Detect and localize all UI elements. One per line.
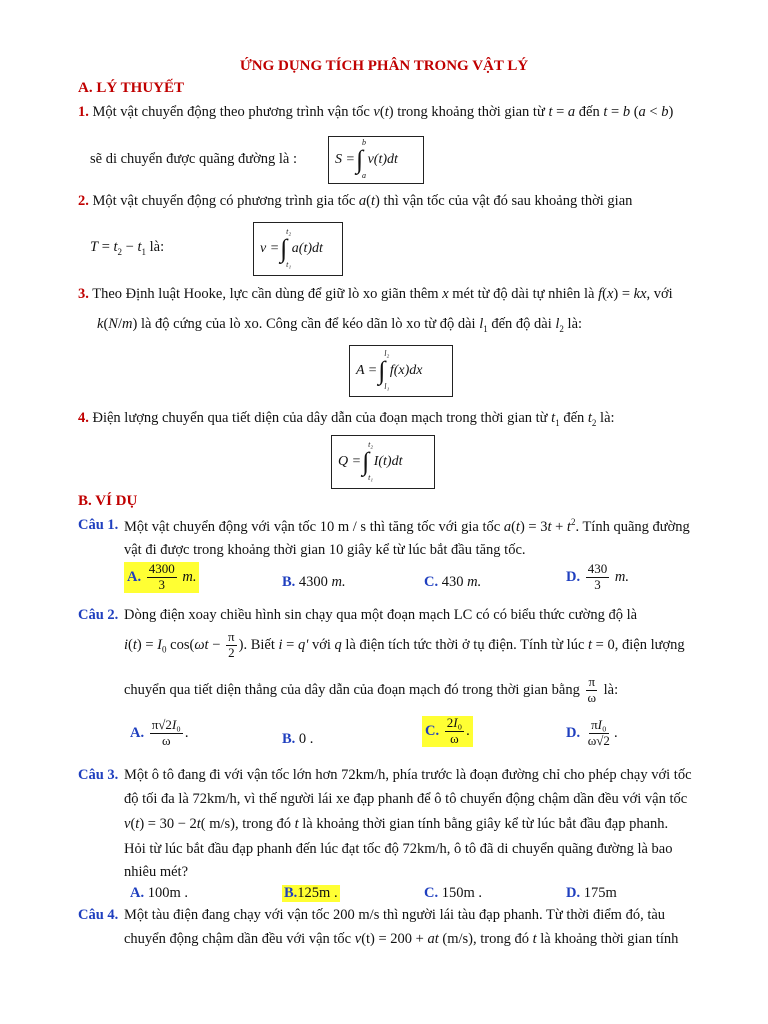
question-1-option-c[interactable]: C. 430 m.	[424, 574, 482, 590]
question-3-line3: v(t) = 30 − 2t( m/s), trong đó t là khoảng thời gian tính bằng giây kể từ lúc bắt đầu đạp phanh.	[124, 816, 669, 832]
question-3-line2: độ tối đa là 72km/h, vì thế người lái xe đạp phanh để ô tô chuyển động chậm dần đều với vận tốc	[124, 791, 688, 807]
theory-2-line2: $T = t_2 - t_1$ là:	[90, 239, 165, 257]
question-2-line2: $i(t) = I_0$ cos(ωt − $\frac{\pi}{2}$ ). Biết i = q' với q là điện tích tức thời ở tụ điện. Tính từ lúc t = 0, điện lượng	[124, 629, 685, 660]
question-1-option-a[interactable]: A. $\frac{4300}{3}$ m.	[124, 562, 199, 593]
theory-4-line1: 4. Điện lượng chuyển qua tiết diện của dây dẫn của đoạn mạch trong thời gian từ $t_1$ đến $t_2$ là:	[78, 410, 615, 428]
section-a-heading: A. LÝ THUYẾT	[78, 80, 184, 96]
question-3-line1: Một ô tô đang đi với vận tốc lớn hơn 72km/h, phía trước là đoạn đường chỉ cho phép chạy với tốc	[124, 767, 692, 783]
question-1-line1: Một vật chuyển động với vận tốc 10 m / s thì tăng tốc với gia tốc $a(t) = 3t + t^2$. Tính quãng đường	[124, 517, 690, 535]
question-1-line2: vật đi được trong khoảng thời gian 10 giây kể từ lúc bắt đầu tăng tốc.	[124, 542, 526, 558]
formula-box-velocity: v = ∫ t₂ t₁ a(t)dt	[253, 222, 343, 276]
question-3-option-b[interactable]: B.125m .	[284, 885, 338, 901]
question-3-label: Câu 3.	[78, 767, 119, 783]
theory-3-line2: k(N/m) là độ cứng của lò xo. Công cần để kéo dãn lò xo từ độ dài $l_1$ đến độ dài $l_2$ là:	[97, 316, 583, 334]
theory-2-line1: 2. Một vật chuyển động có phương trình gia tốc a(t) thì vận tốc của vật đó sau khoảng thời gian	[78, 193, 633, 209]
question-2-line3: chuyển qua tiết diện thẳng của dây dẫn của đoạn mạch đó trong thời gian bằng $\frac{\pi}{\omega}$ là:	[124, 674, 619, 705]
question-1-label: Câu 1.	[78, 517, 119, 533]
theory-1-line2: sẽ di chuyển được quãng đường là :	[90, 151, 298, 167]
question-2-option-d[interactable]: D. $\frac{\text{πI₀}}{\omega√2}$ .	[566, 717, 618, 748]
question-3-option-d[interactable]: D. 175m	[566, 885, 617, 901]
question-2-line1: Dòng điện xoay chiều hình sin chạy qua một đoạn mạch LC có có biểu thức cường độ là	[124, 607, 638, 623]
question-3-line5: nhiêu mét?	[124, 864, 189, 880]
question-4-line2: chuyển động chậm dần đều với vận tốc v(t) = 200 + at (m/s), trong đó t là khoảng thời gian tính	[124, 931, 679, 947]
question-2-option-a[interactable]: A. $\frac{\text{π√2I₀}}{\omega}$ .	[130, 717, 189, 748]
question-2-option-c[interactable]: C. $\frac{\text{2I₀}}{\omega}$ .	[422, 716, 473, 747]
question-3-line4: Hỏi từ lúc bắt đầu đạp phanh đến lúc đạt tốc độ 72km/h, ô tô đã di chuyển quãng đường là bao	[124, 841, 673, 857]
formula-box-distance: S = ∫ b a v(t)dt	[328, 136, 424, 184]
question-3-option-a[interactable]: A. 100m .	[130, 885, 189, 901]
formula-box-charge: Q = ∫ t₂ t₁ I(t)dt	[331, 435, 435, 489]
question-3-option-c[interactable]: C. 150m .	[424, 885, 483, 901]
section-b-heading: B. VÍ DỤ	[78, 493, 138, 509]
formula-box-work: A = ∫ l₂ l₁ f(x)dx	[349, 345, 453, 397]
theory-1-line1: 1. Một vật chuyển động theo phương trình vận tốc v(t) trong khoảng thời gian từ t = a đến t = b (a < b)	[78, 104, 674, 120]
question-2-option-b[interactable]: B. 0 .	[282, 731, 314, 747]
question-2-label: Câu 2.	[78, 607, 119, 623]
page-title: ỨNG DỤNG TÍCH PHÂN TRONG VẬT LÝ	[239, 58, 529, 74]
theory-3-line1: 3. Theo Định luật Hooke, lực cần dùng để giữ lò xo giãn thêm x mét từ độ dài tự nhiên là f(x) = kx, với	[78, 286, 673, 302]
question-4-label: Câu 4.	[78, 907, 119, 923]
question-4-line1: Một tàu điện đang chạy với vận tốc 200 m/s thì người lái tàu đạp phanh. Từ thời điểm đó, tàu	[124, 907, 666, 923]
question-1-option-d[interactable]: D. $\frac{430}{3}$ m.	[566, 561, 629, 592]
question-1-option-b[interactable]: B. 4300 m.	[282, 574, 346, 590]
